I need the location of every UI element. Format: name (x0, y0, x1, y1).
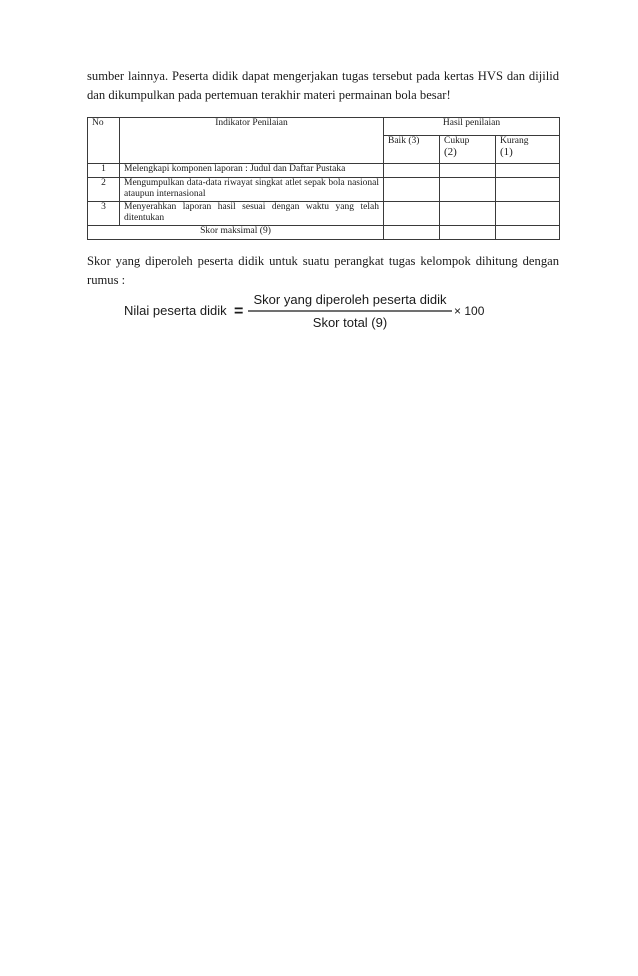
header-indicator: Indikator Penilaian (120, 118, 384, 164)
row-cukup-cell (440, 164, 496, 178)
footer-baik-cell (384, 226, 440, 240)
table-footer-row (88, 226, 560, 240)
formula-multiplier: × 100 (454, 304, 485, 318)
footer-cukup-cell (440, 226, 496, 240)
row-indicator: Mengumpulkan data-data riwayat singkat atlet sepak bola nasional ataupun internasional (120, 178, 384, 202)
header-kurang-label: Kurang (500, 136, 529, 146)
row-no: 3 (88, 202, 120, 226)
header-cukup-score: (2) (444, 146, 457, 158)
row-no: 2 (88, 178, 120, 202)
header-cukup-label: Cukup (444, 136, 470, 146)
table-row (88, 178, 560, 202)
row-indicator: Melengkapi komponen laporan : Judul dan Daftar Pustaka (120, 164, 384, 178)
max-score-label: Skor maksimal (9) (88, 226, 384, 240)
footer-kurang-cell (496, 226, 560, 240)
row-baik-cell (384, 164, 440, 178)
intro-paragraph: sumber lainnya. Peserta didik dapat mengerjakan tugas tersebut pada kertas HVS dan dijilid dan dikumpulkan pada pertemuan terakhir materi permainan bola besar! (87, 69, 559, 102)
assessment-table (87, 117, 560, 240)
row-cukup-cell (440, 202, 496, 226)
header-kurang (496, 136, 560, 164)
header-cukup (440, 136, 496, 164)
header-kurang-score: (1) (500, 146, 513, 158)
header-baik: Baik (3) (384, 136, 440, 164)
header-result-group: Hasil penilaian (384, 118, 560, 136)
table-row (88, 164, 560, 178)
formula-numerator: Skor yang diperoleh peserta didik (253, 292, 447, 307)
table-row (88, 202, 560, 226)
row-indicator: Menyerahkan laporan hasil sesuai dengan waktu yang telah ditentukan (120, 202, 384, 226)
row-cukup-cell (440, 178, 496, 202)
formula-equals: = (234, 303, 244, 320)
row-kurang-cell (496, 202, 560, 226)
formula-denominator: Skor total (9) (312, 315, 388, 330)
row-baik-cell (384, 202, 440, 226)
row-baik-cell (384, 178, 440, 202)
row-kurang-cell (496, 164, 560, 178)
row-kurang-cell (496, 178, 560, 202)
score-formula (120, 290, 490, 332)
score-paragraph: Skor yang diperoleh peserta didik untuk suatu perangkat tugas kelompok dihitung dengan rumus : (87, 254, 559, 287)
formula-lhs: Nilai peserta didik (124, 303, 227, 318)
row-no: 1 (88, 164, 120, 178)
header-no: No (88, 118, 120, 164)
